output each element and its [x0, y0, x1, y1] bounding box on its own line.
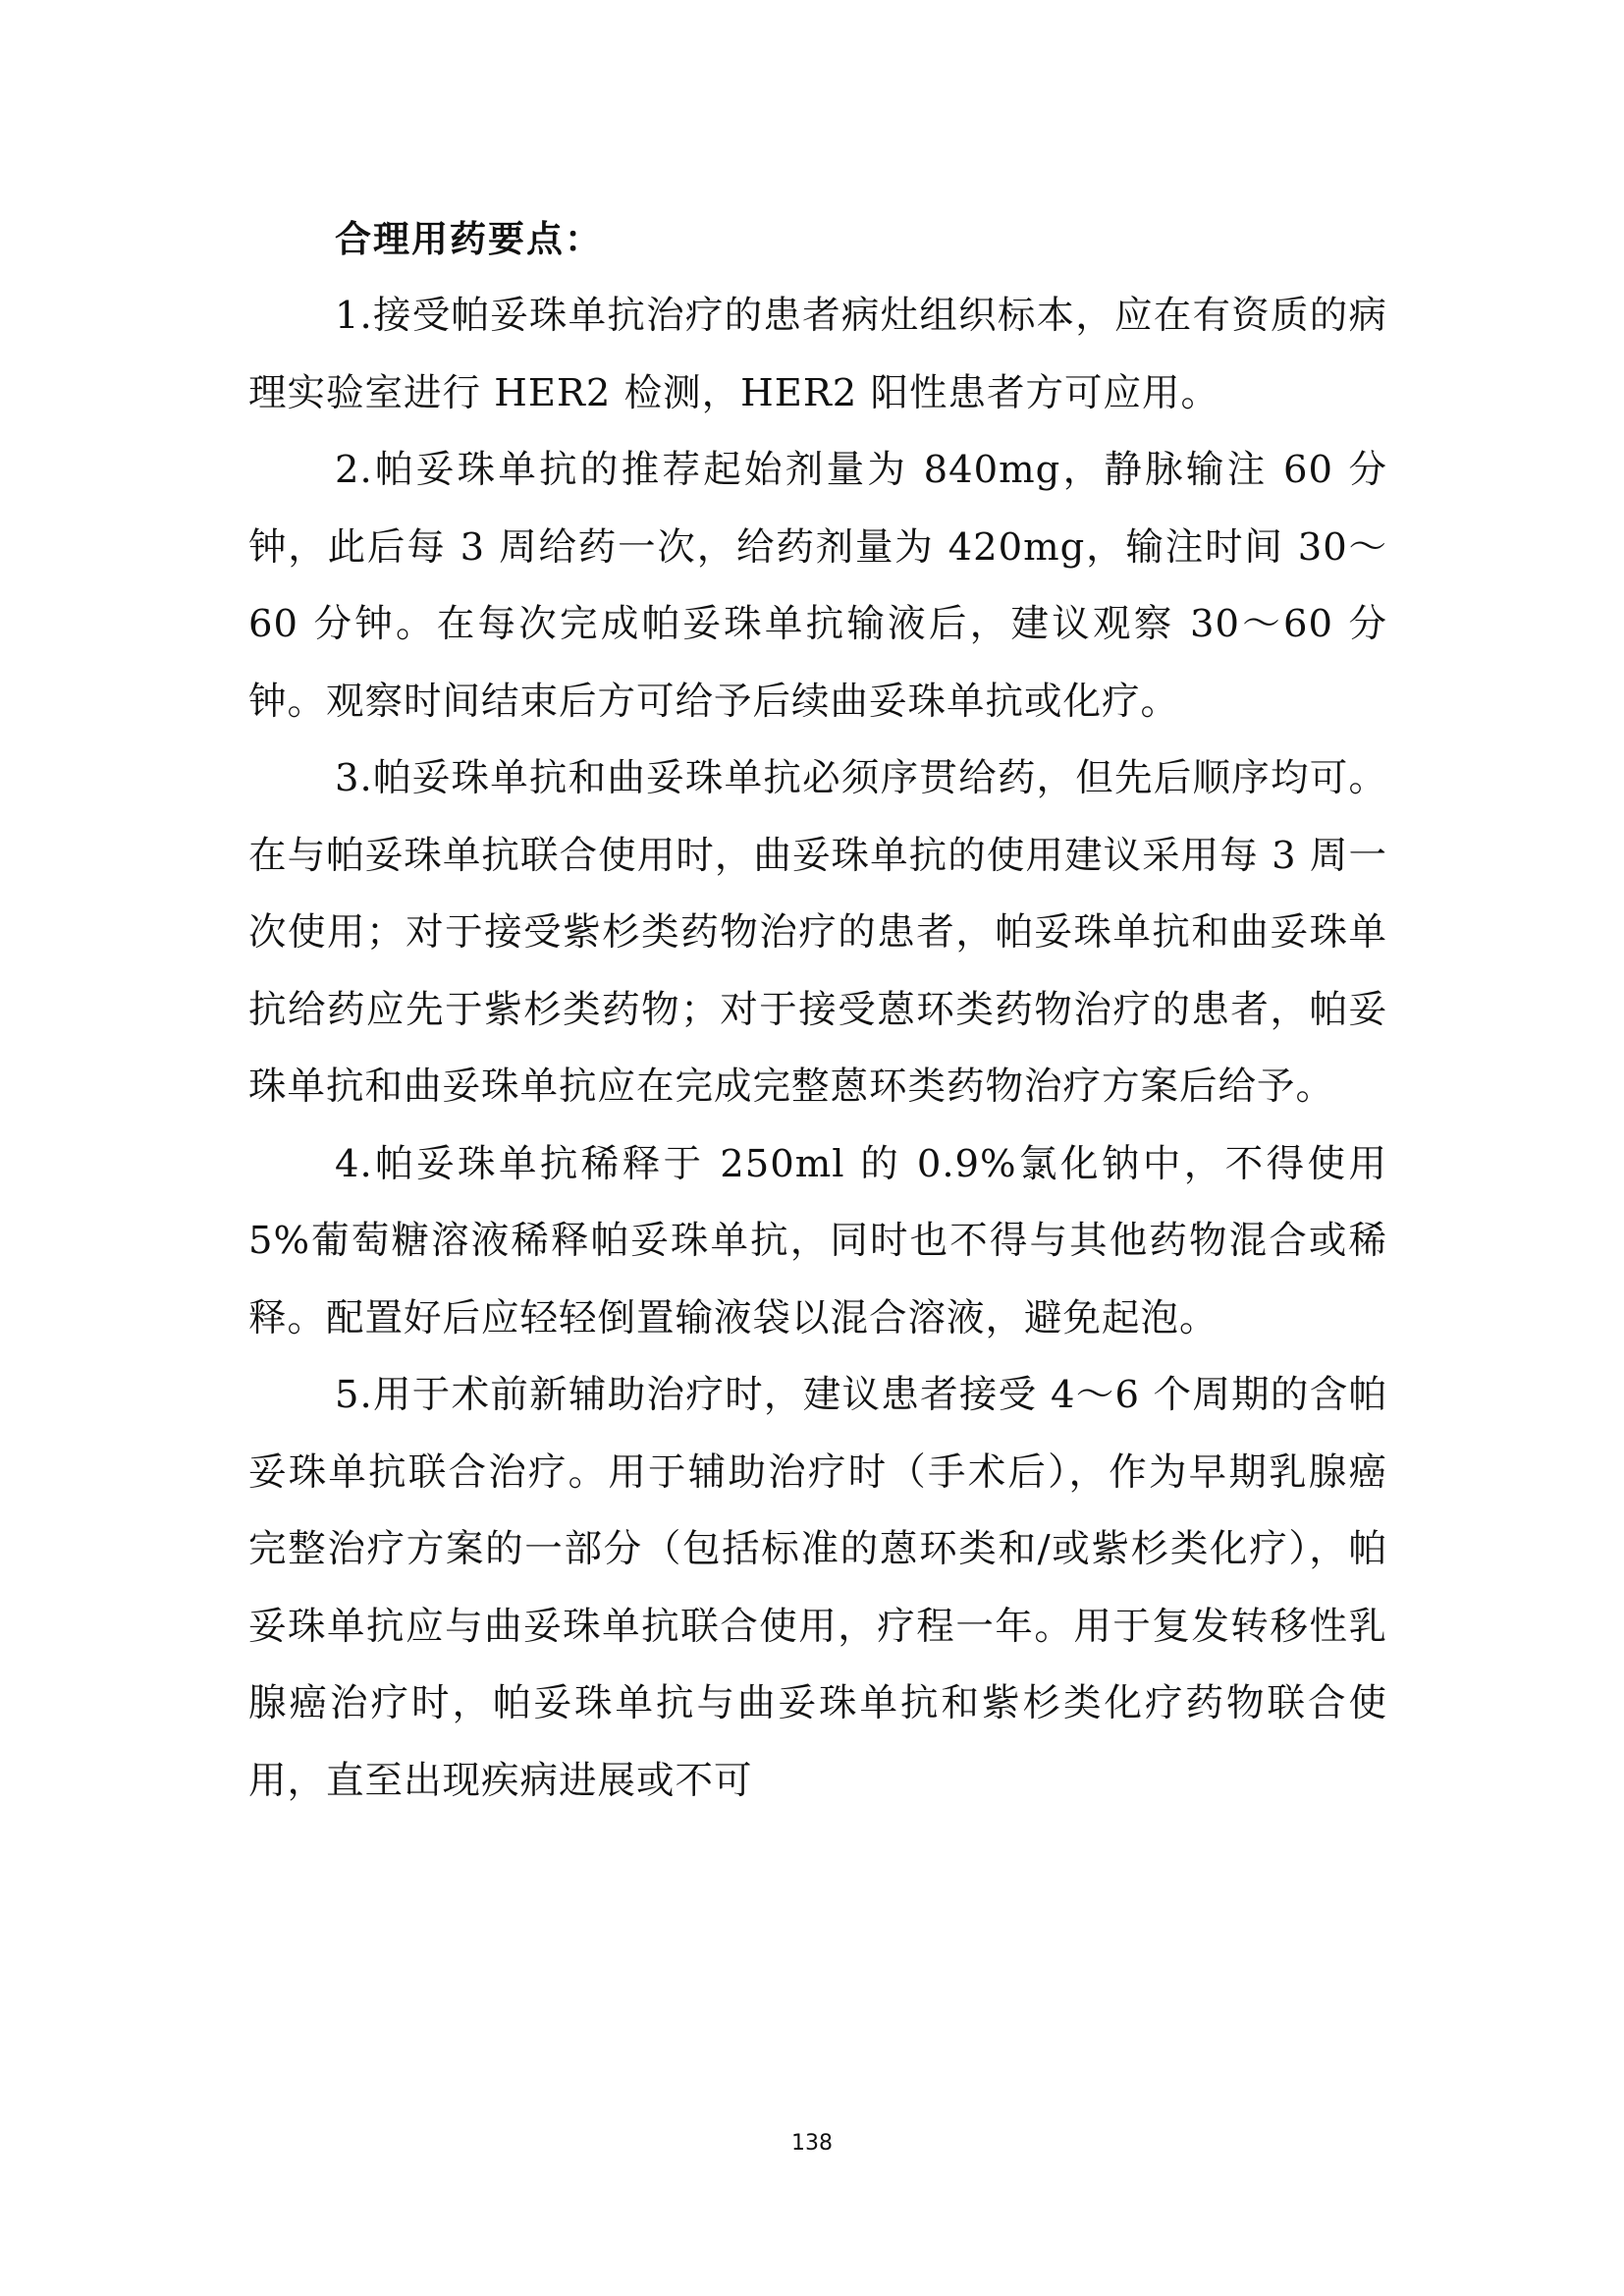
paragraph-4: 4.帕妥珠单抗稀释于 250ml 的 0.9%氯化钠中，不得使用5%葡萄糖溶液稀释帕妥珠单抗，同时也不得与其他药物混合或稀释。配置好后应轻轻倒置输液袋以混合溶液，避免起泡。: [248, 1141, 1387, 1340]
paragraph-5: 5.用于术前新辅助治疗时，建议患者接受 4～6 个周期的含帕妥珠单抗联合治疗。用于辅助治疗时（手术后），作为早期乳腺癌完整治疗方案的一部分（包括标准的蒽环类和/或紫杉类化疗），帕妥珠单抗应与曲妥珠单抗联合使用，疗程一年。用于复发转移性乳腺癌治疗时，帕妥珠单抗与曲妥珠单抗和紫杉类化疗药物联合使用，直至出现疾病进展或不可: [248, 1373, 1387, 1803]
page-content: [248, 201, 1387, 1820]
paragraph-1: 1.接受帕妥珠单抗治疗的患者病灶组织标本，应在有资质的病理实验室进行 HER2 检测，HER2 阳性患者方可应用。: [248, 294, 1387, 415]
paragraph-2: 2.帕妥珠单抗的推荐起始剂量为 840mg，静脉输注 60 分钟，此后每 3 周给药一次，给药剂量为 420mg，输注时间 30～60 分钟。在每次完成帕妥珠单抗输液后，建议观察 30～60 分钟。观察时间结束后方可给予后续曲妥珠单抗或化疗。: [248, 448, 1387, 724]
page-number: 138: [791, 2131, 833, 2156]
section-heading: 合理用药要点：: [335, 218, 603, 260]
paragraph-3: 3.帕妥珠单抗和曲妥珠单抗必须序贯给药，但先后顺序均可。在与帕妥珠单抗联合使用时，曲妥珠单抗的使用建议采用每 3 周一次使用；对于接受紫杉类药物治疗的患者，帕妥珠单抗和曲妥珠单抗给药应先于紫杉类药物；对于接受蒽环类药物治疗的患者，帕妥珠单抗和曲妥珠单抗应在完成完整蒽环类药物治疗方案后给予。: [248, 756, 1387, 1109]
